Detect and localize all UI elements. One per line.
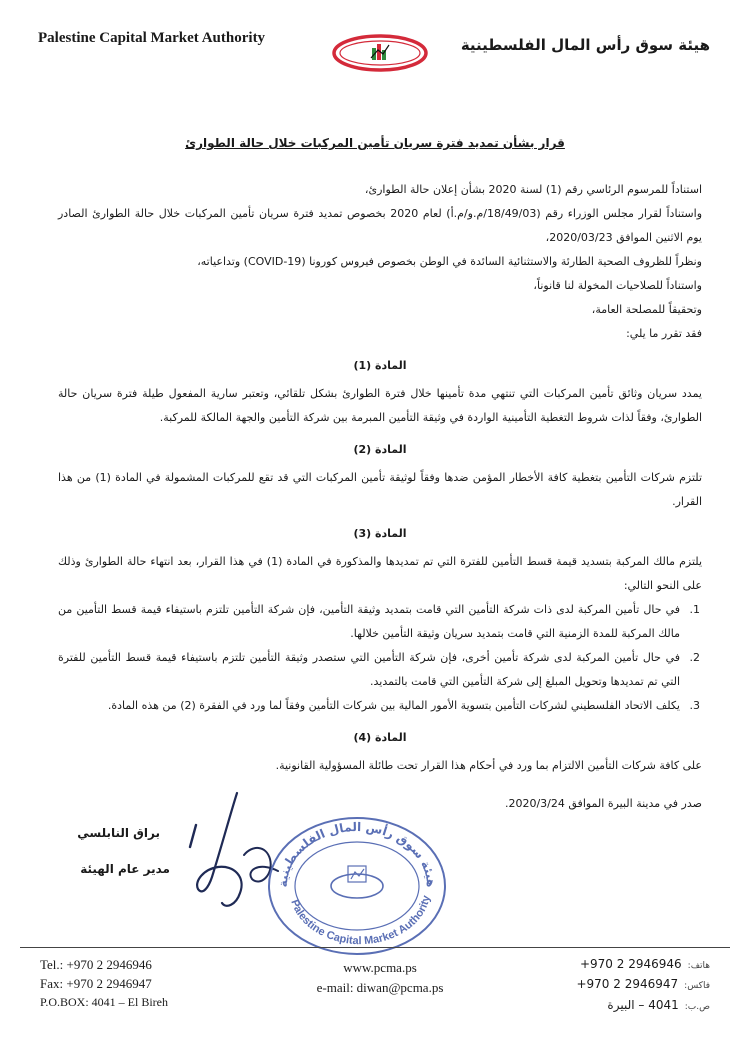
footer-fax-en: Fax: +970 2 2946947 xyxy=(40,976,152,991)
article-heading: المادة (3) xyxy=(353,527,407,540)
issued-line: صدر في مدينة البيرة الموافق 2020/3/24. xyxy=(504,797,702,810)
pcma-logo xyxy=(330,30,430,76)
article-3-list xyxy=(58,598,702,718)
article-heading: المادة (4) xyxy=(353,731,407,744)
article-text: يمدد سريان وثائق تأمين المركبات التي تنتهي مدة تأمينها خلال فترة الطوارئ بشكل تلقائي، وتعتبر سارية المفعول طيلة فترة سريان حالة الطوارئ، وفقاً لذات شروط التغطية التأمينية الواردة في وثيقة التأمين المبرمة بين شركة التأمين والجهة المالكة للمركبة. xyxy=(58,387,702,424)
list-item-number: 1. xyxy=(689,603,700,616)
footer-fax-label-ar: فاكس: xyxy=(684,981,710,991)
article-text: يلتزم مالك المركبة بتسديد قيمة قسط التأمين للفترة التي تم تمديدها والمذكورة في المادة (1) في هذا القرار، بعد انتهاء حالة الطوارئ وذلك على النحو التالي: xyxy=(58,555,703,592)
footer-divider xyxy=(20,947,730,948)
article-text: تلتزم شركات التأمين بتغطية كافة الأخطار المؤمن ضدها وفقاً لوثيقة تأمين المركبات التي قد تقع للمركبات المشمولة في المادة (1) من هذا القرار. xyxy=(58,471,703,508)
preamble-line: استناداً للمرسوم الرئاسي رقم (1) لسنة 2020 بشأن إعلان حالة الطوارئ، xyxy=(364,183,702,196)
preamble-line: واستناداً لقرار مجلس الوزراء رقم (18/49/03/م.و/م.أ) لعام 2020 بخصوص تمديد فترة سريان تأمين المركبات خلال حالة الطوارئ الصادر يوم الاثنين الموافق 2020/03/23، xyxy=(58,207,703,244)
article-heading: المادة (1) xyxy=(353,359,407,372)
svg-text:هيئة سوق رأس المال الفلسطينية xyxy=(276,820,438,888)
signatory-name: براق النابلسي xyxy=(77,826,160,840)
stamp-arabic-text: هيئة سوق رأس المال الفلسطينية xyxy=(275,819,439,888)
list-item xyxy=(58,646,700,694)
preamble-line: واستناداً للصلاحيات المخولة لنا قانوناً، xyxy=(533,279,702,292)
footer-fax-ar xyxy=(576,977,710,991)
footer-tel-number-ar: +970 2 2946946 xyxy=(579,957,682,971)
preamble-line: وتحقيقاً للمصلحة العامة، xyxy=(591,303,702,316)
list-item xyxy=(58,694,700,718)
preamble-line: فقد تقرر ما يلي: xyxy=(626,327,702,340)
list-item-text: يكلف الاتحاد الفلسطيني لشركات التأمين بتسوية الأمور المالية بين شركات التأمين وفقاً لما ورد في الفقرة (2) من هذه المادة. xyxy=(107,699,680,712)
list-item-text: في حال تأمين المركبة لدى ذات شركة التأمين التي قامت بتمديد وثيقة التأمين، فإن شركة التأمين تلتزم باستيفاء قيمة قسط التأمين من مالك المركبة للمدة الزمنية التي قامت بتمديد سريان وثيقة التأمين خلالها. xyxy=(58,603,680,640)
header-english-name: Palestine Capital Market Authority xyxy=(38,30,266,46)
document-body xyxy=(58,178,702,816)
footer-website[interactable]: www.pcma.ps xyxy=(343,960,417,975)
preamble-line: ونظراً للظروف الصحية الطارئة والاستثنائية السائدة في الوطن بخصوص فيروس كورونا (COVID-19) وتداعياته، xyxy=(197,255,702,268)
signatory-title: مدير عام الهيئة xyxy=(80,862,170,876)
footer-pobox-value-ar: 4041 – البيرة xyxy=(607,998,679,1012)
footer-tel-ar xyxy=(580,957,710,971)
stamp-english-text: Palestine Capital Market Authority xyxy=(288,894,433,948)
document-title: قرار بشأن تمديد فترة سريان تأمين المركبات خلال حالة الطوارئ xyxy=(185,136,565,150)
article-heading: المادة (2) xyxy=(353,443,407,456)
footer-fax-number-ar: +970 2 2946947 xyxy=(576,977,679,991)
footer-pobox-label-ar: ص.ب: xyxy=(684,1002,710,1012)
footer-pobox-ar xyxy=(607,998,710,1012)
footer-pobox-en: P.O.BOX: 4041 – El Bireh xyxy=(40,995,169,1009)
header-arabic-name: هيئة سوق رأس المال الفلسطينية xyxy=(460,36,710,54)
footer-email[interactable]: e-mail: diwan@pcma.ps xyxy=(316,980,444,995)
footer-tel-label-ar: هاتف: xyxy=(687,961,710,971)
footer-tel-en: Tel.: +970 2 2946946 xyxy=(40,957,152,972)
list-item-number: 3. xyxy=(689,699,700,712)
list-item-text: في حال تأمين المركبة لدى شركة تأمين أخرى، فإن شركة التأمين التي ستصدر وثيقة التأمين تلتزم باستيفاء قيمة قسط التأمين للفترة التي تم تمديدها وتحويل المبلغ إلى شركة التأمين التي قامت بالتمديد. xyxy=(58,651,680,688)
official-stamp xyxy=(262,808,452,958)
article-text: على كافة شركات التأمين الالتزام بما ورد في أحكام هذا القرار تحت طائلة المسؤولية القانونية. xyxy=(275,759,702,772)
list-item xyxy=(58,598,700,646)
list-item-number: 2. xyxy=(689,651,700,664)
